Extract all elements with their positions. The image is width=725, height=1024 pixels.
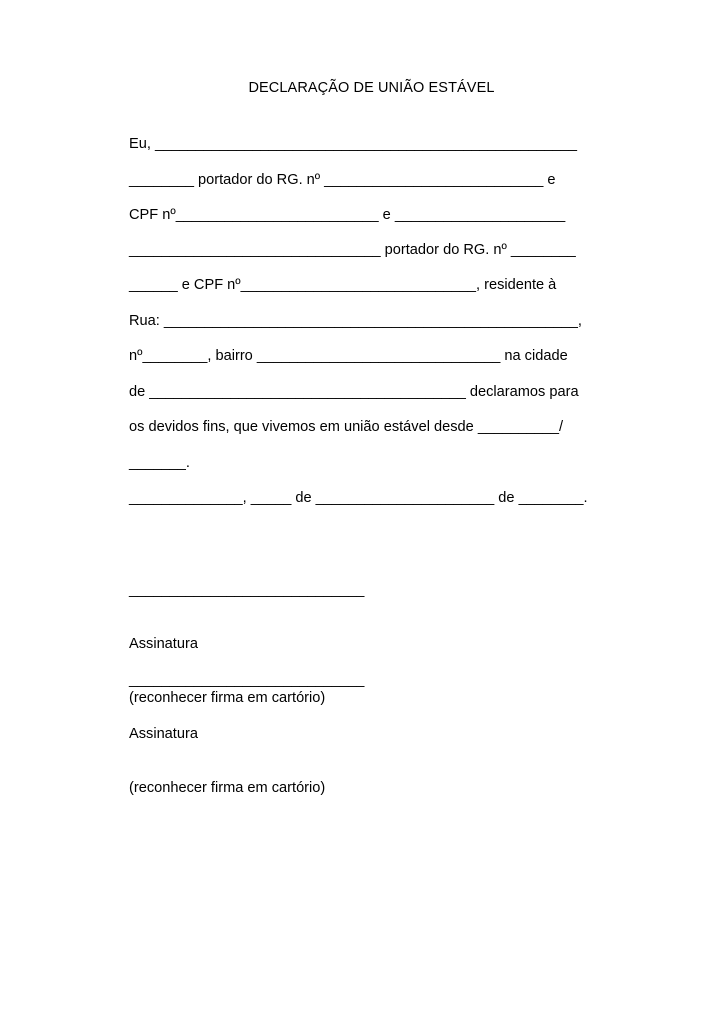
signature-label: Assinatura: [129, 636, 198, 652]
signature-line: _____________________________: [129, 582, 365, 598]
body-line-place-date: ______________, _____ de ______________________ de ________.: [129, 490, 588, 506]
body-line-city: de _______________________________________ declaramos para: [129, 384, 579, 400]
body-line-declaration: os devidos fins, que vivemos em união estável desde __________/: [129, 419, 564, 435]
body-line-date-year: _______.: [129, 455, 190, 471]
body-line-street: Rua: ___________________________________________________,: [129, 313, 582, 329]
signature-block-2: [129, 635, 364, 833]
document-title: DECLARAÇÃO DE UNIÃO ESTÁVEL: [248, 80, 495, 96]
body-line-rg-2: _______________________________ portador do RG. nº ________: [129, 242, 576, 258]
body-line-cpf-2: ______ e CPF nº_____________________________, residente à: [129, 277, 557, 293]
signature-line: _____________________________: [129, 672, 365, 688]
body-line-number-neighborhood: nº________, bairro ______________________________ na cidade: [129, 348, 568, 364]
body-line-name: Eu, ____________________________________________________: [129, 136, 578, 152]
body-line-cpf-1: CPF nº_________________________ e _____________________: [129, 207, 566, 223]
signature-label: Assinatura: [129, 726, 198, 742]
body-line-rg-1: ________ portador do RG. nº ___________________________ e: [129, 172, 556, 188]
signature-note: (reconhecer firma em cartório): [129, 690, 326, 706]
signature-note: (reconhecer firma em cartório): [129, 780, 326, 796]
